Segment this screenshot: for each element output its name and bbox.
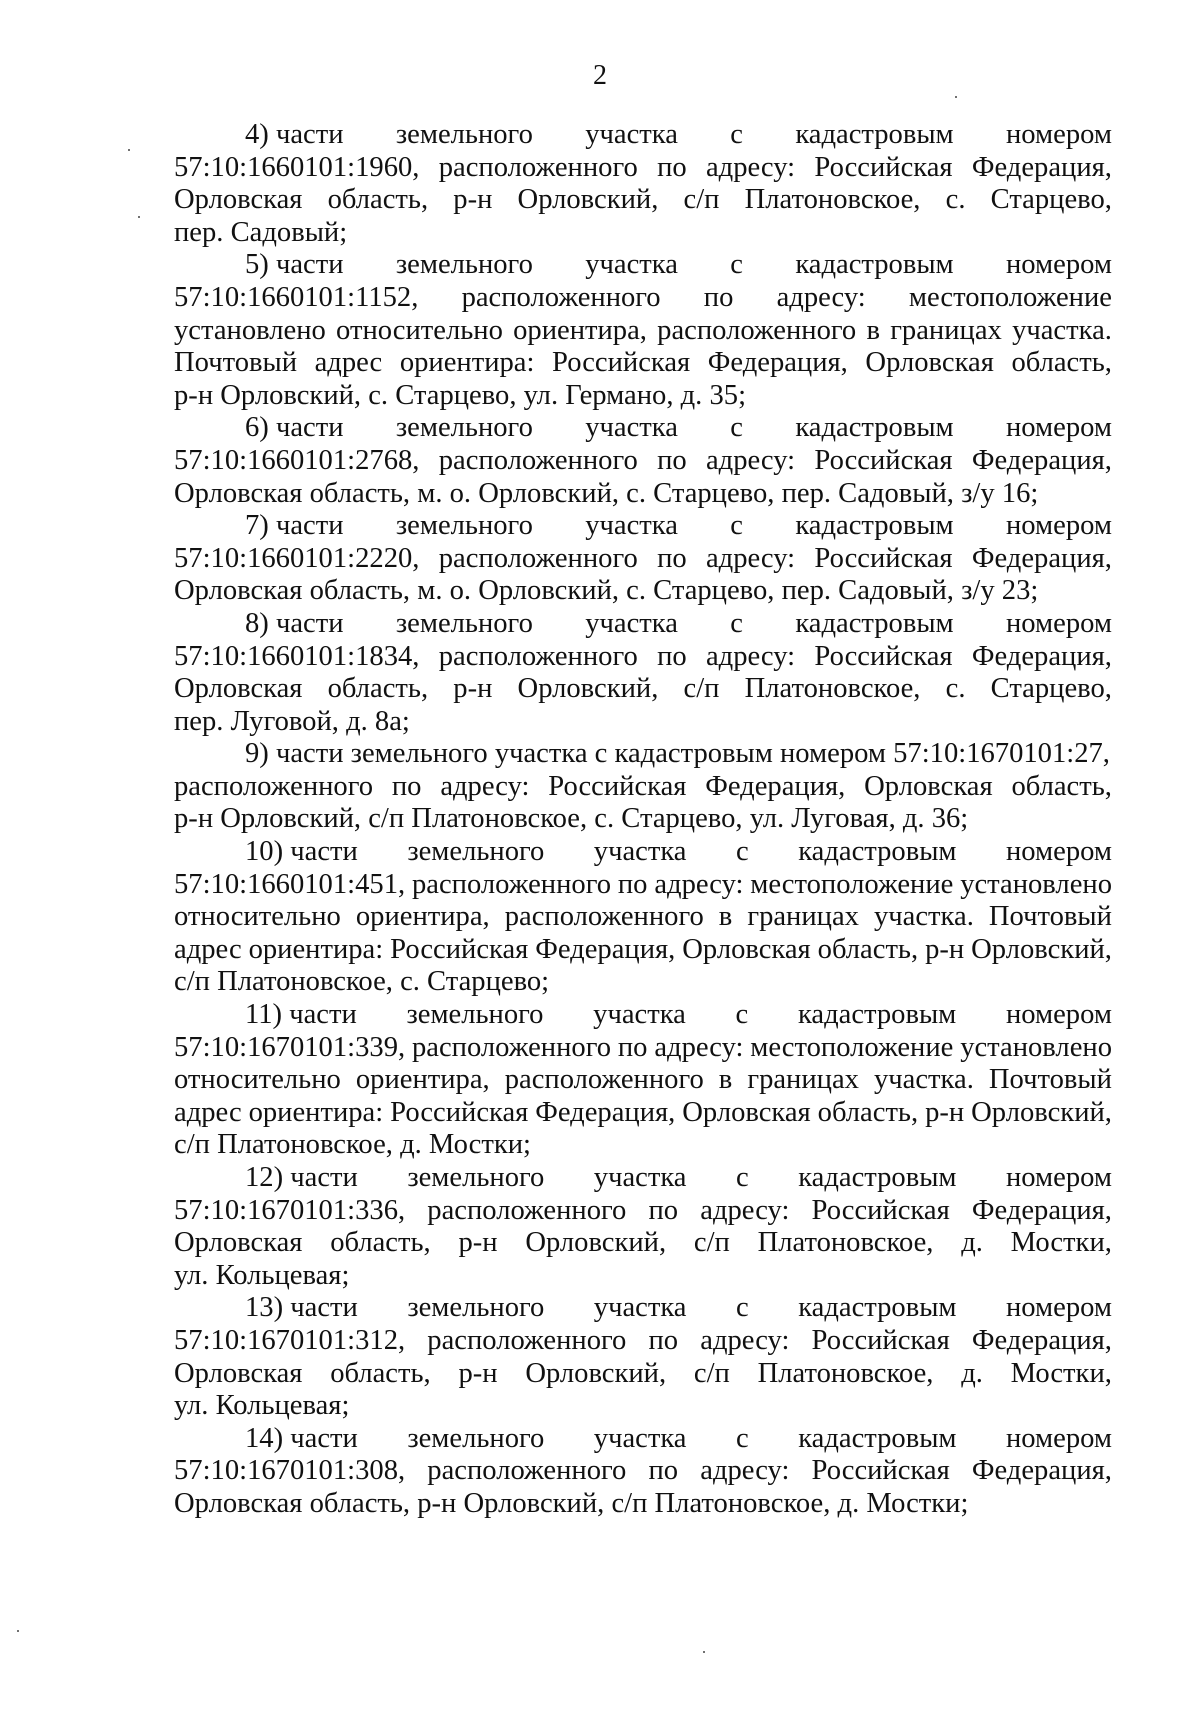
word: область,	[330, 1227, 431, 1259]
word: Платоновское,	[744, 184, 921, 216]
word: номером	[1006, 1162, 1112, 1193]
word: Платоновское,	[744, 673, 921, 705]
word: Орловский,	[525, 1227, 667, 1259]
word: участка	[585, 249, 678, 281]
word: ориентира:	[248, 1096, 384, 1128]
word: участка	[585, 412, 678, 444]
word: границах	[890, 314, 1002, 346]
word: номером	[1006, 607, 1112, 639]
word: Мостки,	[1010, 1227, 1112, 1259]
word: с	[736, 836, 749, 868]
word: земельного	[395, 412, 533, 444]
word: установлено	[174, 314, 326, 346]
word: ориентира,	[355, 901, 490, 933]
word: расположенного	[411, 868, 612, 900]
word: 6) части	[245, 412, 344, 444]
word: участка.	[1012, 314, 1112, 346]
word: номером	[1006, 249, 1112, 281]
list-item	[174, 510, 1112, 608]
word: Орловская	[865, 347, 994, 379]
word: местоположение	[908, 281, 1112, 313]
word: Федерация,	[971, 444, 1112, 476]
word: Почтовый	[988, 1064, 1112, 1096]
word: номером	[1006, 1422, 1112, 1454]
word: земельного	[406, 999, 544, 1031]
word: область,	[817, 1096, 919, 1128]
word: 57:10:1660101:1960,	[174, 151, 420, 183]
text-line	[174, 1032, 1112, 1065]
text-line	[174, 184, 1112, 217]
word: адрес	[314, 347, 383, 379]
list-item	[174, 836, 1112, 999]
word: кадастровым	[798, 1292, 957, 1324]
word: адрес	[174, 1096, 242, 1128]
word: Федерация,	[971, 151, 1112, 183]
scan-speck	[955, 96, 957, 98]
word: местоположение	[750, 1031, 954, 1063]
word: 11) части	[245, 999, 357, 1031]
word: с	[730, 249, 743, 281]
word: Российская	[811, 1194, 950, 1226]
word: номером	[1005, 999, 1112, 1031]
word: Орловская	[864, 770, 993, 802]
word: Орловский,	[971, 1096, 1112, 1128]
word: адресу:	[700, 1194, 790, 1226]
word: Федерация,	[971, 542, 1112, 574]
word: в	[718, 901, 733, 933]
word: адресу:	[700, 1324, 790, 1356]
word: ориентира:	[399, 347, 535, 379]
list-item	[174, 1162, 1112, 1292]
text-line	[174, 445, 1112, 478]
word: Федерация,	[971, 1324, 1112, 1356]
word: р-н	[453, 184, 493, 216]
word: Федерация,	[535, 933, 676, 965]
word: с/п	[683, 673, 720, 705]
list-item	[174, 249, 1112, 412]
word: с	[735, 999, 749, 1031]
word: 9) части земельного участка с кадастровым номером 57:10:1670101:27,	[245, 738, 1110, 770]
word: д.	[961, 1357, 983, 1389]
word: 4) части	[245, 119, 344, 150]
word: по	[657, 542, 687, 574]
word: р-н	[453, 673, 493, 705]
word: р-н	[458, 1357, 498, 1389]
word: земельного	[407, 1162, 545, 1193]
word: область,	[327, 673, 429, 705]
word: Почтовый	[174, 347, 298, 379]
list-item	[174, 119, 1112, 249]
word: относительно	[174, 1064, 341, 1096]
word: 57:10:1660101:1834,	[174, 640, 420, 672]
text-line: Орловская область, р-н Орловский, с/п Платоновское, д. Мостки;	[174, 1487, 969, 1519]
word: земельного	[395, 607, 533, 639]
word: адресу:	[705, 640, 796, 672]
word: Российская	[548, 770, 687, 802]
text-line	[174, 412, 1112, 445]
word: расположенного	[504, 901, 704, 933]
word: по	[648, 1194, 679, 1226]
text-line	[174, 1097, 1112, 1130]
word: по	[657, 640, 687, 672]
word: 12) части	[245, 1162, 358, 1193]
word: с/п	[693, 1357, 730, 1389]
word: Федерация,	[707, 347, 848, 379]
word: с	[736, 1422, 749, 1454]
word: 57:10:1670101:308,	[174, 1455, 406, 1487]
word: 8) части	[245, 607, 344, 639]
word: 14) части	[245, 1422, 358, 1454]
word: с	[736, 1292, 749, 1324]
word: номером	[1006, 412, 1112, 444]
word: кадастровым	[798, 836, 957, 868]
word: кадастровым	[795, 119, 954, 150]
word: кадастровым	[795, 412, 954, 444]
text-line	[174, 999, 1112, 1032]
text-line	[174, 1064, 1112, 1097]
word: Российская	[814, 151, 953, 183]
word: по	[648, 1455, 679, 1487]
word: адресу:	[705, 444, 796, 476]
word: расположенного	[438, 151, 638, 183]
page-number: 2	[593, 60, 607, 91]
word: расположенного	[411, 1031, 612, 1063]
scan-speck	[703, 1651, 705, 1653]
word: адресу:	[440, 770, 530, 802]
word: расположенного	[438, 444, 638, 476]
word: 57:10:1660101:1152,	[174, 281, 419, 313]
word: расположенного	[427, 1455, 627, 1487]
word: Федерация,	[971, 1455, 1112, 1487]
word: Российская	[390, 933, 529, 965]
word: кадастровым	[797, 999, 957, 1031]
word: Платоновское,	[757, 1357, 934, 1389]
word: ориентира,	[355, 1064, 490, 1096]
word: Федерация,	[971, 640, 1112, 672]
word: установлено	[960, 868, 1112, 900]
text-line	[174, 1227, 1112, 1260]
word: Почтовый	[988, 901, 1112, 933]
text-line: пер. Луговой, д. 8а;	[174, 705, 410, 737]
word: 57:10:1670101:312,	[174, 1324, 406, 1356]
text-line	[174, 282, 1112, 315]
word: Российская	[811, 1455, 950, 1487]
word: номером	[1006, 119, 1112, 150]
word: Российская	[814, 542, 953, 574]
word: Орловская	[174, 673, 303, 705]
word: адресу:	[700, 1455, 790, 1487]
word: адресу:	[776, 281, 866, 313]
text-line	[174, 1292, 1112, 1325]
text-line	[174, 1455, 1112, 1488]
word: Мостки,	[1010, 1357, 1112, 1389]
word: область,	[1011, 770, 1112, 802]
text-line	[174, 869, 1112, 902]
word: Орловская	[174, 184, 303, 216]
word: область,	[327, 184, 429, 216]
text-line: с/п Платоновское, с. Старцево;	[174, 966, 550, 998]
text-line: ул. Кольцевая;	[174, 1259, 350, 1291]
word: земельного	[395, 249, 533, 281]
word: кадастровым	[798, 1422, 957, 1454]
scan-speck	[17, 1630, 19, 1632]
word: с	[730, 119, 743, 150]
word: в	[866, 314, 880, 346]
word: расположенного	[438, 542, 638, 574]
word: по	[657, 444, 687, 476]
word: 57:10:1670101:336,	[174, 1194, 406, 1226]
word: ориентира:	[248, 933, 384, 965]
word: с/п	[693, 1227, 730, 1259]
word: расположенного	[504, 1064, 704, 1096]
scan-speck	[128, 149, 130, 151]
word: по	[391, 770, 422, 802]
text-line	[174, 510, 1112, 543]
word: кадастровым	[795, 249, 954, 281]
word: земельного	[395, 510, 533, 542]
word: относительно	[336, 314, 503, 346]
word: Орловский,	[971, 933, 1112, 965]
word: с.	[945, 673, 966, 705]
word: участка.	[874, 1064, 974, 1096]
word: адресу:	[654, 1031, 744, 1063]
word: 57:10:1660101:451,	[174, 868, 406, 900]
scan-speck	[138, 216, 140, 218]
word: расположенного	[461, 281, 661, 313]
text-line	[174, 1423, 1112, 1456]
word: 10) части	[245, 836, 358, 868]
text-line: р-н Орловский, с/п Платоновское, с. Старцево, ул. Луговая, д. 36;	[174, 803, 969, 835]
list-item	[174, 412, 1112, 510]
word: Российская	[814, 640, 953, 672]
word: р-н	[925, 1096, 965, 1128]
list-item	[174, 738, 1112, 836]
word: 5) части	[245, 249, 344, 281]
word: Орловская	[682, 1096, 811, 1128]
text-line: ул. Кольцевая;	[174, 1390, 350, 1422]
word: в	[718, 1064, 733, 1096]
word: Российская	[814, 444, 953, 476]
word: с	[730, 412, 743, 444]
text-line	[174, 641, 1112, 674]
word: участка	[593, 836, 687, 868]
word: область,	[330, 1357, 431, 1389]
word: расположенного	[427, 1194, 627, 1226]
word: с.	[945, 184, 966, 216]
word: кадастровым	[795, 510, 954, 542]
word: земельного	[407, 1292, 545, 1324]
word: по	[617, 868, 648, 900]
word: Федерация,	[971, 1194, 1112, 1226]
word: кадастровым	[795, 607, 954, 639]
word: адресу:	[705, 151, 796, 183]
text-line	[174, 249, 1112, 282]
list-item	[174, 1292, 1112, 1422]
word: Орловский,	[517, 673, 659, 705]
text-line: Орловская область, м. о. Орловский, с. Старцево, пер. Садовый, з/у 23;	[174, 575, 1039, 607]
word: 7) части	[245, 510, 344, 542]
word: кадастровым	[798, 1162, 957, 1193]
text-line	[174, 315, 1112, 348]
word: р-н	[458, 1227, 498, 1259]
text-line: Орловская область, м. о. Орловский, с. Старцево, пер. Садовый, з/у 16;	[174, 477, 1039, 509]
word: границах	[747, 1064, 859, 1096]
word: Российская	[552, 347, 691, 379]
text-line: р-н Орловский, с. Старцево, ул. Германо, д. 35;	[174, 379, 747, 411]
word: Орловская	[682, 933, 811, 965]
text-line	[174, 901, 1112, 934]
text-line	[174, 543, 1112, 576]
word: Российская	[811, 1324, 950, 1356]
word: участка	[593, 1162, 687, 1193]
word: 57:10:1660101:2220,	[174, 542, 420, 574]
word: 13) части	[245, 1292, 358, 1324]
word: с	[730, 607, 743, 639]
word: участка	[585, 119, 678, 150]
word: Орловский,	[525, 1357, 667, 1389]
word: д.	[961, 1227, 983, 1259]
word: по	[648, 1324, 679, 1356]
list-item	[174, 1423, 1112, 1521]
word: с	[730, 510, 743, 542]
text-line	[174, 1358, 1112, 1391]
text-line	[174, 347, 1112, 380]
text-line: пер. Садовый;	[174, 216, 348, 248]
word: 57:10:1660101:2768,	[174, 444, 420, 476]
word: Орловский,	[517, 184, 659, 216]
word: границах	[747, 901, 859, 933]
word: расположенного	[427, 1324, 627, 1356]
text-line	[174, 152, 1112, 185]
word: область,	[1011, 347, 1112, 379]
word: участка	[593, 1292, 687, 1324]
word: относительно	[174, 901, 341, 933]
word: р-н	[925, 933, 965, 965]
word: Старцево,	[990, 184, 1112, 216]
word: номером	[1006, 510, 1112, 542]
text-line	[174, 771, 1112, 804]
word: Федерация,	[535, 1096, 676, 1128]
word: номером	[1006, 1292, 1112, 1324]
word: Платоновское,	[757, 1227, 934, 1259]
word: с/п	[683, 184, 720, 216]
document-body	[174, 119, 1112, 1521]
word: по	[657, 151, 687, 183]
text-line	[174, 934, 1112, 967]
text-line	[174, 1195, 1112, 1228]
word: участка	[585, 510, 678, 542]
text-line: с/п Платоновское, д. Мостки;	[174, 1129, 531, 1161]
word: адресу:	[654, 868, 744, 900]
word: земельного	[395, 119, 533, 150]
word: 57:10:1670101:339,	[174, 1031, 406, 1063]
word: расположенного	[438, 640, 638, 672]
word: адресу:	[705, 542, 796, 574]
text-line	[174, 738, 1112, 771]
word: участка	[593, 999, 686, 1031]
text-line	[174, 1162, 1112, 1195]
word: Федерация,	[705, 770, 846, 802]
text-line	[174, 836, 1112, 869]
text-line	[174, 673, 1112, 706]
word: Орловская	[174, 1357, 303, 1389]
word: адрес	[174, 933, 242, 965]
word: участка	[593, 1422, 687, 1454]
word: расположенного	[174, 770, 374, 802]
word: номером	[1006, 836, 1112, 868]
word: земельного	[407, 1422, 545, 1454]
word: по	[703, 281, 734, 313]
text-line	[174, 1325, 1112, 1358]
word: Старцево,	[990, 673, 1112, 705]
list-item	[174, 608, 1112, 738]
word: участка.	[874, 901, 974, 933]
word: участка	[585, 607, 678, 639]
word: установлено	[960, 1031, 1112, 1063]
text-line	[174, 608, 1112, 641]
text-line	[174, 119, 1112, 152]
word: Российская	[390, 1096, 529, 1128]
word: с	[736, 1162, 749, 1193]
word: ориентира,	[513, 314, 647, 346]
word: по	[617, 1031, 648, 1063]
word: местоположение	[750, 868, 954, 900]
word: область,	[817, 933, 919, 965]
word: Орловская	[174, 1227, 303, 1259]
list-item	[174, 999, 1112, 1162]
word: расположенного	[657, 314, 857, 346]
word: земельного	[407, 836, 545, 868]
